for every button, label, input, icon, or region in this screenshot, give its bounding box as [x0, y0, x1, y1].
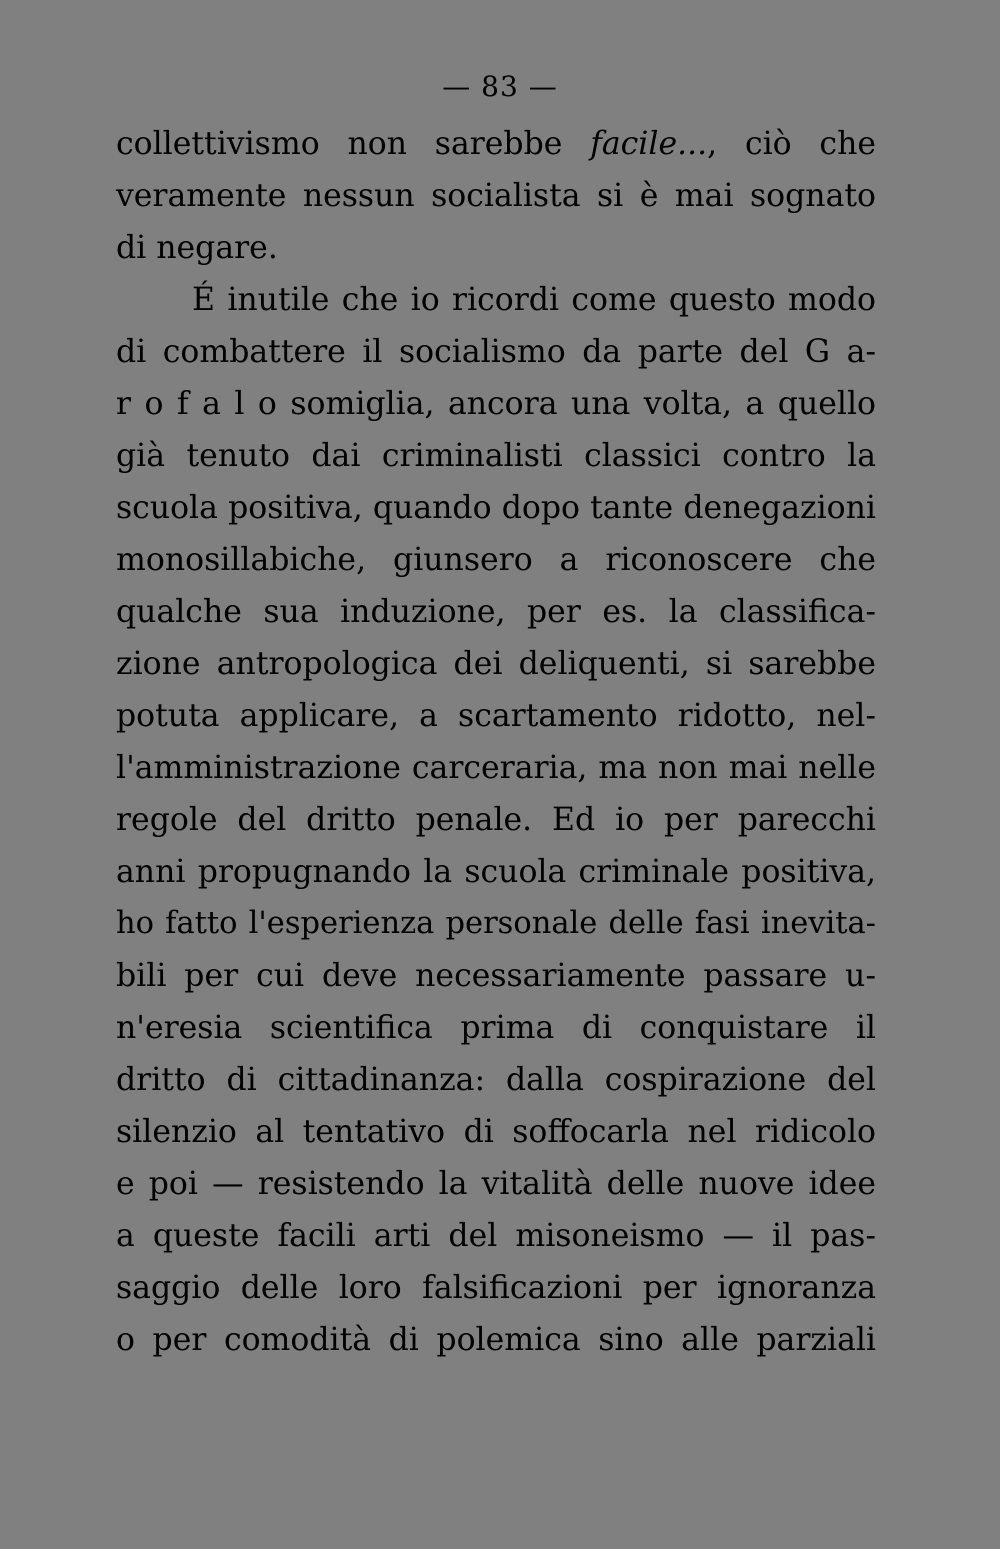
text-line-16: ho fatto l'esperienza personale delle fasi inevita- [116, 906, 876, 941]
text-line-8: scuola positiva, quando dopo tante denegazioni [116, 490, 876, 526]
text-line-3: di negare. [116, 230, 278, 266]
text-line-9: monosillabiche, giunsero a riconoscere che [116, 542, 876, 578]
text-line-11: zione antropologica dei deliquenti, si sarebbe [116, 646, 876, 682]
text-line-1-after: , ciò che [707, 126, 876, 162]
text-line-7: già tenuto dai criminalisti classici contro la [116, 438, 876, 474]
text-line-18: n'eresia scientifica prima di conquistare il [116, 1010, 876, 1046]
text-line-19: dritto di cittadinanza: dalla cospirazione del [116, 1062, 876, 1098]
text-line-13: l'amministrazione carceraria, ma non mai nelle [116, 750, 876, 786]
text-line-17: bili per cui deve necessariamente passare u- [116, 958, 876, 994]
text-line-21: e poi — resistendo la vitalità delle nuove idee [116, 1166, 876, 1202]
body-text [116, 118, 876, 1366]
text-line-6: r o f a l o somiglia, ancora una volta, a quello [116, 386, 876, 422]
text-line-24: o per comodità di polemica sino alle parziali [116, 1322, 876, 1358]
text-line-5: di combattere il socialismo da parte del G a- [116, 334, 876, 370]
text-line-22: a queste facili arti del misoneismo — il pas- [116, 1218, 876, 1254]
text-line-12: potuta applicare, a scartamento ridotto, nel- [116, 698, 876, 734]
text-line-14: regole del dritto penale. Ed io per parecchi [116, 802, 876, 838]
text-line-2: veramente nessun socialista si è mai sognato [116, 178, 876, 214]
text-line-20: silenzio al tentativo di soffocarla nel ridicolo [116, 1114, 876, 1150]
text-line-10: qualche sua induzione, per es. la classifica- [116, 594, 876, 630]
page-number: — 83 — [442, 70, 558, 103]
text-line-4: É inutile che io ricordi come questo modo [192, 282, 876, 318]
text-line-15: anni propugnando la scuola criminale positiva, [116, 854, 876, 890]
text-line-23: saggio delle loro falsificazioni per ignoranza [116, 1270, 876, 1306]
text-line-1-before: collettivismo non sarebbe [116, 126, 591, 162]
italic-word: facile... [590, 126, 708, 162]
text-line-1 [116, 118, 876, 170]
